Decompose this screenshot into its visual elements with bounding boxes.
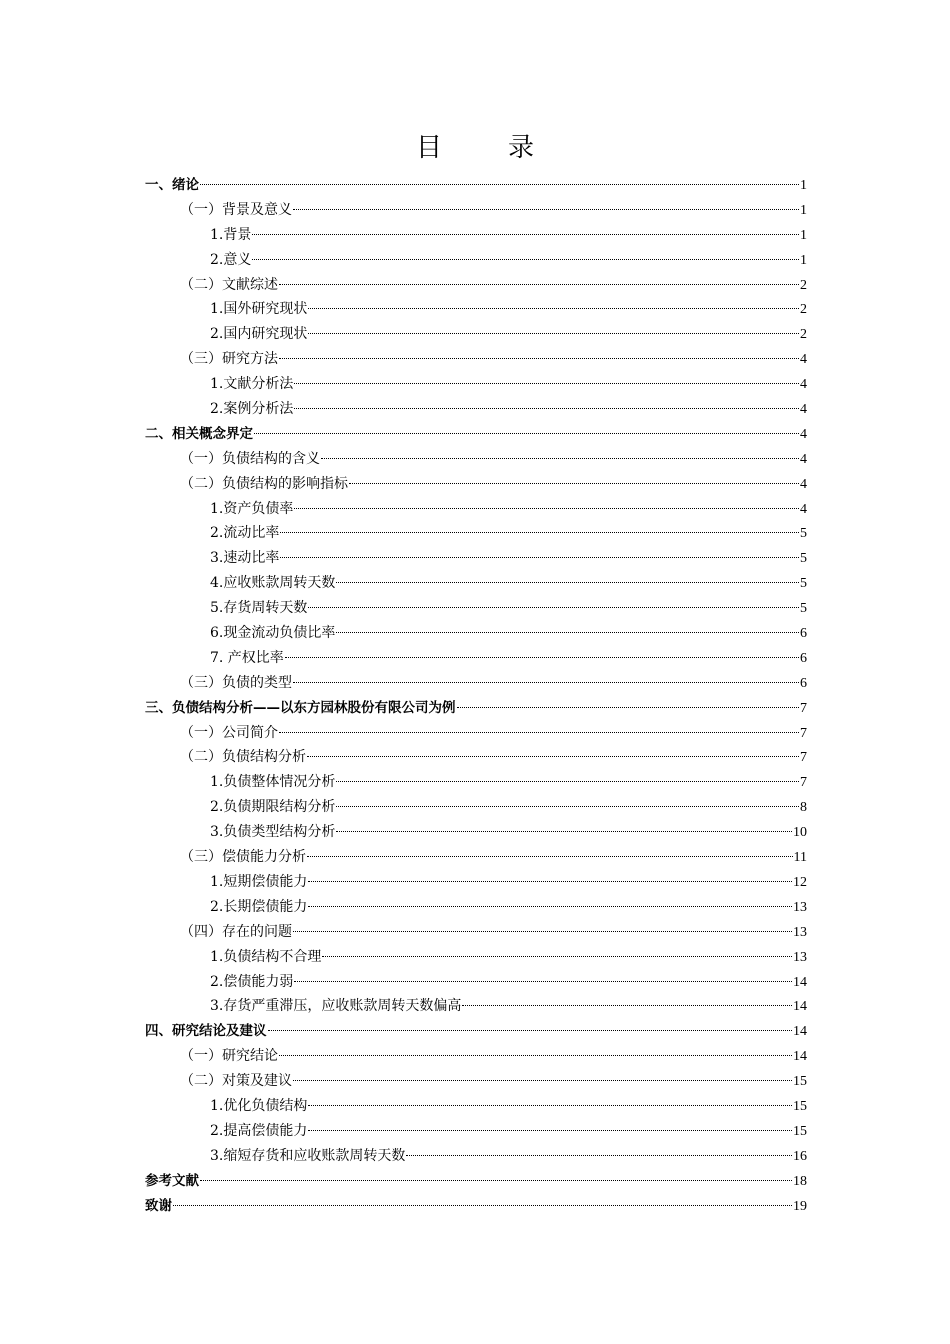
toc-entry-page-number: 10 — [793, 825, 807, 841]
dot-leader — [293, 208, 799, 210]
toc-entry-label: 2.案例分析法 — [210, 401, 294, 418]
toc-entry-page-number: 15 — [793, 1074, 807, 1090]
toc-entry[interactable] — [145, 596, 807, 621]
toc-entry-page-number: 1 — [800, 178, 807, 193]
toc-entry[interactable] — [145, 322, 807, 347]
dot-leader — [254, 432, 799, 434]
toc-entry-label: （二）文献综述 — [180, 276, 278, 293]
toc-entry[interactable] — [145, 297, 807, 322]
dot-leader — [294, 382, 799, 384]
toc-entry-page-number: 7 — [800, 725, 807, 741]
toc-entry-label: （一）负债结构的含义 — [180, 450, 320, 467]
dot-leader — [294, 507, 799, 509]
toc-entry-label: 5.存货周转天数 — [210, 600, 308, 617]
dot-leader — [252, 258, 799, 260]
toc-entry-page-number: 5 — [800, 601, 807, 617]
toc-entry[interactable] — [145, 571, 807, 596]
toc-entry-label: 参考文献 — [145, 1172, 199, 1189]
toc-entry-page-number: 5 — [800, 526, 807, 542]
toc-entry-page-number: 6 — [800, 626, 807, 642]
dot-leader — [280, 556, 799, 558]
toc-entry-page-number: 4 — [800, 476, 807, 492]
toc-entry-label: 1.背景 — [210, 226, 252, 243]
toc-entry-page-number: 16 — [793, 1148, 807, 1164]
toc-entry[interactable] — [145, 223, 807, 248]
toc-entry[interactable] — [145, 795, 807, 820]
toc-entry-label: 3.速动比率 — [210, 550, 280, 567]
toc-entry-page-number: 14 — [793, 1049, 807, 1065]
table-of-contents — [145, 173, 807, 1218]
dot-leader — [321, 457, 799, 459]
toc-entry-label: （四）存在的问题 — [180, 923, 292, 940]
toc-entry-label: 2.偿债能力弱 — [210, 973, 294, 990]
page-title: 目 录 — [415, 133, 554, 163]
toc-entry-page-number: 2 — [800, 302, 807, 318]
toc-entry[interactable] — [145, 248, 807, 273]
toc-entry[interactable] — [145, 671, 807, 696]
dot-leader — [200, 183, 799, 185]
dot-leader — [336, 830, 792, 832]
toc-entry-label: 一、绪论 — [145, 177, 199, 193]
dot-leader — [336, 805, 799, 807]
toc-entry-page-number: 8 — [800, 800, 807, 816]
dot-leader — [308, 332, 799, 334]
toc-entry-page-number: 1 — [800, 252, 807, 268]
toc-entry-page-number: 13 — [793, 949, 807, 965]
toc-entry[interactable] — [145, 472, 807, 497]
toc-entry[interactable] — [145, 646, 807, 671]
dot-leader — [462, 1004, 792, 1006]
toc-entry-page-number: 7 — [800, 775, 807, 791]
toc-entry-page-number: 5 — [800, 551, 807, 567]
toc-entry-page-number: 7 — [800, 750, 807, 766]
toc-entry[interactable] — [145, 870, 807, 895]
toc-entry-page-number: 1 — [800, 202, 807, 218]
toc-entry-label: （三）负债的类型 — [180, 674, 292, 691]
dot-leader — [252, 233, 799, 235]
toc-entry-label: 2.长期偿债能力 — [210, 898, 308, 915]
toc-entry-page-number: 14 — [793, 999, 807, 1015]
dot-leader — [268, 1029, 793, 1031]
toc-entry-page-number: 4 — [800, 377, 807, 393]
dot-leader — [308, 905, 792, 907]
toc-entry-label: （二）负债结构的影响指标 — [180, 475, 348, 492]
toc-entry-page-number: 5 — [800, 576, 807, 592]
toc-entry-label: 1.负债结构不合理 — [210, 948, 322, 965]
toc-entry-page-number: 4 — [800, 451, 807, 467]
dot-leader — [307, 855, 793, 857]
toc-entry-label: 1.资产负债率 — [210, 500, 294, 517]
toc-entry-label: 3.负债类型结构分析 — [210, 824, 336, 841]
toc-entry-page-number: 1 — [800, 227, 807, 243]
toc-entry[interactable] — [145, 198, 807, 223]
dot-leader — [308, 1129, 792, 1131]
toc-entry-label: （三）偿债能力分析 — [180, 849, 306, 866]
toc-entry[interactable] — [145, 945, 807, 970]
dot-leader — [173, 1204, 792, 1206]
toc-entry[interactable] — [145, 895, 807, 920]
toc-entry[interactable] — [145, 696, 807, 721]
toc-entry-label: 7. 产权比率 — [210, 649, 284, 666]
toc-entry[interactable] — [145, 820, 807, 845]
toc-entry[interactable] — [145, 721, 807, 746]
toc-entry-label: 2.负债期限结构分析 — [210, 799, 336, 816]
toc-entry[interactable] — [145, 621, 807, 646]
toc-entry[interactable] — [145, 1069, 807, 1094]
toc-entry[interactable] — [145, 994, 807, 1019]
toc-entry-label: 1.优化负债结构 — [210, 1097, 308, 1114]
toc-entry[interactable] — [145, 845, 807, 870]
toc-entry[interactable] — [145, 1119, 807, 1144]
dot-leader — [293, 681, 799, 683]
toc-entry-label: 6.现金流动负债比率 — [210, 625, 336, 642]
toc-entry[interactable] — [145, 920, 807, 945]
toc-entry-label: （二）负债结构分析 — [180, 749, 306, 766]
toc-entry[interactable] — [145, 173, 807, 198]
toc-entry[interactable] — [145, 497, 807, 522]
dot-leader — [293, 930, 792, 932]
toc-entry-label: （三）研究方法 — [180, 351, 278, 368]
dot-leader — [336, 581, 799, 583]
toc-entry[interactable] — [145, 1094, 807, 1119]
dot-leader — [293, 1079, 792, 1081]
toc-entry-page-number: 6 — [800, 650, 807, 666]
dot-leader — [307, 755, 799, 757]
dot-leader — [294, 980, 792, 982]
toc-entry-page-number: 11 — [793, 850, 807, 866]
dot-leader — [336, 631, 799, 633]
dot-leader — [308, 880, 792, 882]
toc-entry[interactable] — [145, 970, 807, 995]
toc-entry-page-number: 13 — [793, 924, 807, 940]
toc-entry-label: 1.文献分析法 — [210, 376, 294, 393]
toc-entry-page-number: 19 — [793, 1198, 807, 1214]
toc-entry-label: （二）对策及建议 — [180, 1073, 292, 1090]
toc-entry-page-number: 2 — [800, 277, 807, 293]
dot-leader — [279, 283, 799, 285]
toc-entry-label: 4.应收账款周转天数 — [210, 575, 336, 592]
toc-entry-page-number: 4 — [800, 501, 807, 517]
toc-entry-page-number: 13 — [793, 899, 807, 915]
dot-leader — [406, 1154, 792, 1156]
toc-entry-label: 三、负债结构分析——以东方园林股份有限公司为例 — [145, 699, 456, 716]
toc-entry[interactable] — [145, 372, 807, 397]
dot-leader — [308, 307, 799, 309]
toc-entry-page-number: 12 — [793, 874, 807, 890]
dot-leader — [279, 357, 799, 359]
toc-entry-page-number: 15 — [793, 1123, 807, 1139]
toc-entry-page-number: 4 — [800, 426, 807, 442]
toc-entry-label: （一）背景及意义 — [180, 201, 292, 218]
toc-entry-page-number: 18 — [793, 1173, 807, 1189]
toc-entry-label: 2.流动比率 — [210, 525, 280, 542]
toc-entry-label: 1.国外研究现状 — [210, 301, 308, 318]
toc-entry[interactable] — [145, 273, 807, 298]
toc-entry-page-number: 4 — [800, 352, 807, 368]
toc-entry[interactable] — [145, 546, 807, 571]
toc-entry[interactable] — [145, 397, 807, 422]
toc-entry[interactable] — [145, 1019, 807, 1044]
toc-entry-label: 3.缩短存货和应收账款周转天数 — [210, 1147, 406, 1164]
toc-entry-page-number: 6 — [800, 675, 807, 691]
dot-leader — [280, 531, 799, 533]
dot-leader — [308, 1104, 792, 1106]
dot-leader — [349, 482, 799, 484]
dot-leader — [279, 731, 799, 733]
dot-leader — [200, 1179, 792, 1181]
toc-entry-label: 3.存货严重滞压，应收账款周转天数偏高 — [210, 998, 462, 1015]
toc-entry-label: 2.国内研究现状 — [210, 326, 308, 343]
toc-entry-page-number: 7 — [800, 700, 807, 716]
toc-entry-page-number: 14 — [793, 974, 807, 990]
toc-entry[interactable] — [145, 1194, 807, 1219]
dot-leader — [322, 955, 792, 957]
toc-entry-page-number: 4 — [800, 402, 807, 418]
toc-entry-label: （一）研究结论 — [180, 1048, 278, 1065]
toc-entry-label: 2.提高偿债能力 — [210, 1122, 308, 1139]
toc-entry[interactable] — [145, 770, 807, 795]
toc-entry-page-number: 2 — [800, 327, 807, 343]
dot-leader — [294, 407, 799, 409]
toc-entry[interactable] — [145, 1169, 807, 1194]
toc-entry-label: 二、相关概念界定 — [145, 425, 253, 442]
toc-entry[interactable] — [145, 447, 807, 472]
dot-leader — [279, 1054, 792, 1056]
toc-entry-label: 1.短期偿债能力 — [210, 873, 308, 890]
toc-entry-label: （一）公司简介 — [180, 724, 278, 741]
toc-entry[interactable] — [145, 521, 807, 546]
toc-entry[interactable] — [145, 745, 807, 770]
toc-entry[interactable] — [145, 347, 807, 372]
dot-leader — [336, 780, 799, 782]
toc-entry[interactable] — [145, 422, 807, 447]
toc-entry-page-number: 14 — [793, 1024, 807, 1040]
toc-entry[interactable] — [145, 1144, 807, 1169]
dot-leader — [308, 606, 799, 608]
toc-entry[interactable] — [145, 1044, 807, 1069]
dot-leader — [457, 706, 800, 708]
toc-entry-label: 2.意义 — [210, 251, 252, 268]
toc-entry-label: 1.负债整体情况分析 — [210, 774, 336, 791]
toc-entry-page-number: 15 — [793, 1098, 807, 1114]
dot-leader — [285, 656, 799, 658]
toc-entry-label: 四、研究结论及建议 — [145, 1023, 267, 1040]
toc-entry-label: 致谢 — [145, 1197, 172, 1214]
